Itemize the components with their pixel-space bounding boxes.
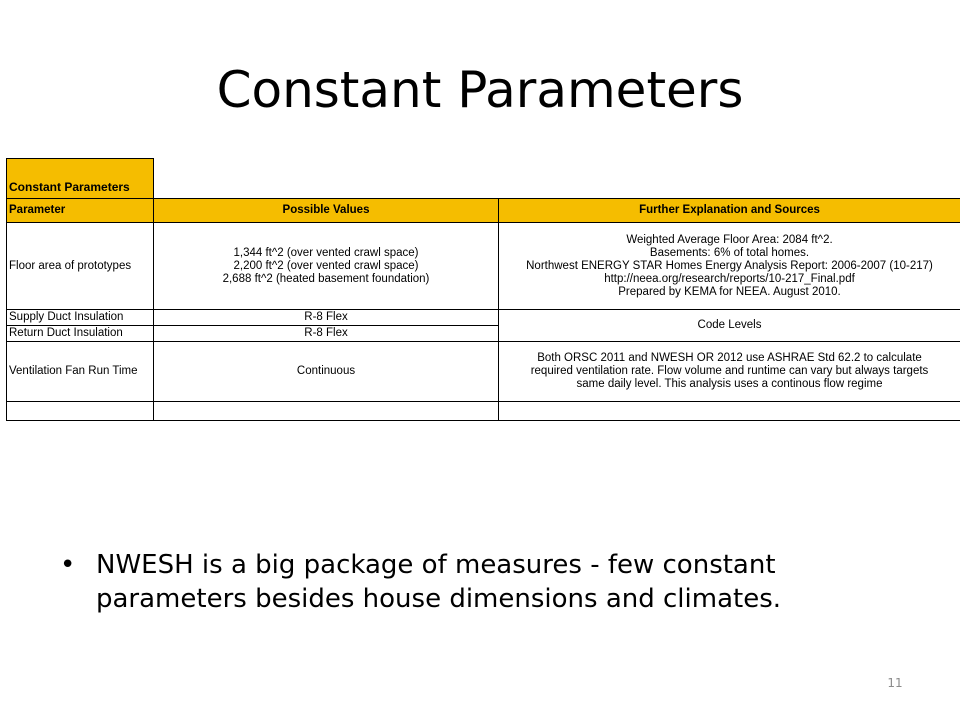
table-row xyxy=(7,310,960,326)
explanation-line: http://neea.org/research/reports/10-217_Final.pdf xyxy=(604,272,855,285)
values-cell: R-8 Flex xyxy=(154,310,499,326)
page-number: 11 xyxy=(887,676,903,690)
parameter-cell: Supply Duct Insulation xyxy=(7,310,154,326)
column-header-possible-values: Possible Values xyxy=(154,199,499,223)
value-line: 1,344 ft^2 (over vented crawl space) xyxy=(233,246,419,259)
constant-parameters-table-image xyxy=(6,158,960,408)
column-header-parameter: Parameter xyxy=(7,199,154,223)
explanation-cell xyxy=(499,223,960,310)
parameter-cell: Return Duct Insulation xyxy=(7,326,154,342)
values-cell xyxy=(154,223,499,310)
values-cell: R-8 Flex xyxy=(154,326,499,342)
parameter-cell: Floor area of prototypes xyxy=(7,223,154,310)
bullet-item xyxy=(60,548,920,616)
column-header-explanation: Further Explanation and Sources xyxy=(499,199,960,223)
value-line: 2,200 ft^2 (over vented crawl space) xyxy=(233,259,419,272)
values-cell: Continuous xyxy=(154,342,499,402)
explanation-cell: Code Levels xyxy=(499,310,960,342)
bullet-text: NWESH is a big package of measures - few constant parameters besides house dimensions and climates. xyxy=(96,550,782,614)
explanation-line: Prepared by KEMA for NEEA. August 2010. xyxy=(618,285,841,298)
explanation-line: Basements: 6% of total homes. xyxy=(649,246,810,259)
table-row xyxy=(7,223,960,310)
slide-title: Constant Parameters xyxy=(216,61,744,119)
table-tail-row xyxy=(7,402,960,421)
explanation-line: same daily level. This analysis uses a continous flow regime xyxy=(576,378,883,390)
empty-cell xyxy=(7,402,154,421)
bullet-dot-icon: • xyxy=(60,550,76,580)
empty-cell xyxy=(499,402,960,421)
explanation-line: Both ORSC 2011 and NWESH OR 2012 use ASHRAE Std 62.2 to calculate xyxy=(537,352,922,364)
value-line: 2,688 ft^2 (heated basement foundation) xyxy=(222,272,430,285)
explanation-line: Weighted Average Floor Area: 2084 ft^2. xyxy=(626,233,833,246)
table-row xyxy=(7,342,960,402)
explanation-cell xyxy=(499,342,960,402)
parameter-cell: Ventilation Fan Run Time xyxy=(7,342,154,402)
explanation-line: Northwest ENERGY STAR Homes Energy Analysis Report: 2006-2007 (10-217) xyxy=(526,259,933,272)
table-caption-blank xyxy=(154,159,960,199)
parameters-table xyxy=(6,158,960,421)
table-caption: Constant Parameters xyxy=(7,159,154,199)
empty-cell xyxy=(154,402,499,421)
explanation-line: required ventilation rate. Flow volume and runtime can vary but always targets xyxy=(530,365,929,377)
